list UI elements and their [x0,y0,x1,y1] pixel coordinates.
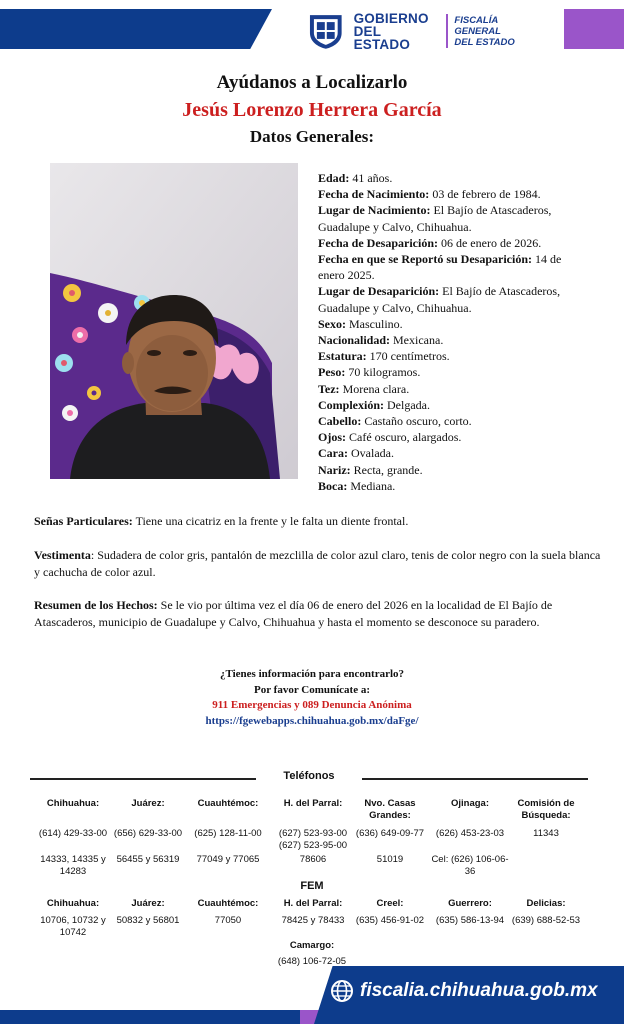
contact-block [0,667,624,729]
detail-label: Peso: [318,365,346,380]
detail-row [318,235,590,251]
detail-value: 170 centímetros. [369,349,450,364]
fiscalia-line2: DEL ESTADO [454,36,515,48]
detail-label: Nacionalidad: [318,333,391,348]
gov-line1: GOBIERNO [353,10,429,26]
detail-value: El Bajío de Atascaderos, Guadalupe y Calvo, Chihuahua. [318,284,561,315]
detail-value: Café oscuro, alargados. [349,430,462,445]
phone-number: 51019 [376,854,404,865]
detail-label: Complexión: [318,397,384,412]
resumen-value: Se le vio por última vez el día 06 de enero del 2026 en la localidad de El Bajío de Atascaderos, municipio de Guadalupe y Calvo, Chihuahua y hasta el momento se desconoce su paradero. [34,598,553,629]
person-photo [50,163,298,479]
detail-row [318,364,590,380]
phone-number: (635) 586-13-94 [435,915,505,926]
detail-label: Lugar de Desaparición: [318,284,440,299]
detail-value: 14 de enero 2025. [318,252,562,283]
detail-row [318,462,590,478]
phone-city-label: Cuauhtémoc: [197,798,259,809]
section-title: Datos Generales: [249,127,375,146]
phone-city-label: Juárez: [131,798,165,809]
phone-number: 14333, 14335 y 14283 [40,854,106,877]
detail-row [318,316,590,332]
phone-number: (635) 456-91-02 [355,915,425,926]
senas-paragraph [34,513,602,530]
detail-row [318,251,590,283]
detail-value: 70 kilogramos. [348,365,421,380]
detail-row [318,381,590,397]
vestimenta-paragraph [34,547,602,581]
phone-city-label: H. del Parral: [283,798,343,809]
detail-label: Sexo: [318,316,346,331]
phone-number: 10706, 10732 y 10742 [40,915,106,938]
header-separator [446,14,448,48]
page-title: Ayúdanos a Localizarlo [216,72,408,93]
phone-city-label: Delicias: [526,898,566,909]
government-logo [306,9,546,53]
phone-city-label: Chihuahua: [46,898,100,909]
detail-value: Mexicana. [393,333,444,348]
detail-row [318,186,590,202]
detail-value: El Bajío de Atascaderos, Guadalupe y Calvo, Chihuahua. [318,203,552,234]
fiscalia-title [454,15,546,48]
detail-row [318,445,590,461]
phone-number: (627) 523-93-00 (627) 523-95-00 [278,828,348,851]
phone-number: (614) 429-33-00 [38,828,108,839]
phone-number: 11343 [533,828,559,839]
detail-label: Lugar de Nacimiento: [318,203,431,218]
detail-row [318,397,590,413]
phone-city-label: Juárez: [131,898,165,909]
phone-city-label: Guerrero: [448,898,492,909]
resumen-label: Resumen de los Hechos: [34,598,158,612]
phone-number: 56455 y 56319 [116,854,180,865]
footer-bar-left [0,1010,310,1024]
phone-number: (656) 629-33-00 [113,828,183,839]
detail-value: Ovalada. [351,446,394,461]
detail-label: Cabello: [318,414,362,429]
detail-label: Boca: [318,478,348,493]
detail-row [318,429,590,445]
detail-value: 03 de febrero de 1984. [432,187,541,202]
detail-label: Edad: [318,171,350,185]
detail-value: Masculino. [349,316,403,331]
phone-city-label: Comisión de Búsqueda: [517,798,575,821]
senas-value: Tiene una cicatriz en la frente y le falta un diente frontal. [135,514,409,528]
detail-value: Castaño oscuro, corto. [364,414,472,429]
detail-row [318,332,590,348]
gov-line2: DEL ESTADO [353,23,411,52]
detail-value: Recta, grande. [353,462,423,477]
phone-city-label: Cuauhtémoc: [197,898,259,909]
detail-value: Mediana. [350,478,396,493]
detail-row [318,202,590,234]
globe-icon [330,979,354,1003]
detail-label: Ojos: [318,430,346,445]
camargo-phone: (648) 106-72-05 [277,956,347,967]
report-link[interactable]: https://fgewebapps.chihuahua.gob.mx/daFge/ [205,714,419,727]
missing-person-name: Jesús Lorenzo Herrera García [182,99,442,121]
phone-city-label: Ojinaga: [450,798,489,809]
divider-right [362,778,588,780]
detail-label: Fecha de Nacimiento: [318,187,430,202]
detail-label: Tez: [318,381,340,396]
phone-number: 78425 y 78433 [281,915,345,926]
phone-number: (636) 649-09-77 [355,828,425,839]
emergency-numbers: 911 Emergencias y 089 Denuncia Anónima [212,699,412,711]
detail-label: Cara: [318,446,348,461]
detail-value: Delgada. [387,397,430,412]
detail-label: Estatura: [318,349,367,364]
phone-city-label: Creel: [376,898,404,909]
phone-number: 77049 y 77065 [196,854,260,865]
fiscalia-line1: FISCALÍA GENERAL [454,14,501,37]
phones-heading-row [30,770,588,786]
government-title [354,12,441,51]
detail-label: Nariz: [318,462,351,477]
header-bar-right [564,9,624,49]
detail-label: Fecha en que se Reportó su Desaparición: [318,252,532,267]
detail-value: 41 años. [352,171,393,185]
detail-row [318,413,590,429]
phone-number: 78606 [299,854,327,865]
fem-heading: FEM [300,880,324,892]
detail-row [318,283,590,315]
camargo-label: Camargo: [289,940,335,951]
phone-number: (639) 688-52-53 [511,915,581,926]
detail-value: Morena clara. [342,381,410,396]
state-shield-icon [306,11,346,51]
detail-value: 06 de enero de 2026. [440,235,542,250]
vestimenta-value: : Sudadera de color gris, pantalón de mezclilla de color azul claro, tenis de color negro con la suela blanca y cachucha de color azul. [34,548,601,579]
detail-row [318,348,590,364]
phone-number: Cel: (626) 106-06-36 [431,854,509,877]
senas-label: Señas Particulares: [34,514,133,528]
phone-number: 50832 y 56801 [116,915,180,926]
contact-question: ¿Tienes información para encontrarlo? [219,668,405,680]
footer-site-text: fiscalia.chihuahua.gob.mx [360,980,598,1001]
phone-number: 77050 [214,915,242,926]
phones-heading: Teléfonos [283,770,335,782]
resumen-paragraph [34,597,602,631]
header-bar-left [0,9,272,49]
phone-number: (625) 128-11-00 [194,828,262,839]
vestimenta-label: Vestimenta [34,548,91,562]
phone-city-label: H. del Parral: [283,898,343,909]
detail-row [318,170,590,186]
contact-instruction: Por favor Comunícate a: [254,683,370,696]
phone-city-label: Nvo. Casas Grandes: [364,798,416,821]
detail-row [318,478,590,494]
phone-number: (626) 453-23-03 [435,828,505,839]
detail-label: Fecha de Desaparición: [318,235,438,250]
details-list [318,170,590,494]
footer-website[interactable] [330,979,598,1003]
phone-city-label: Chihuahua: [46,798,100,809]
